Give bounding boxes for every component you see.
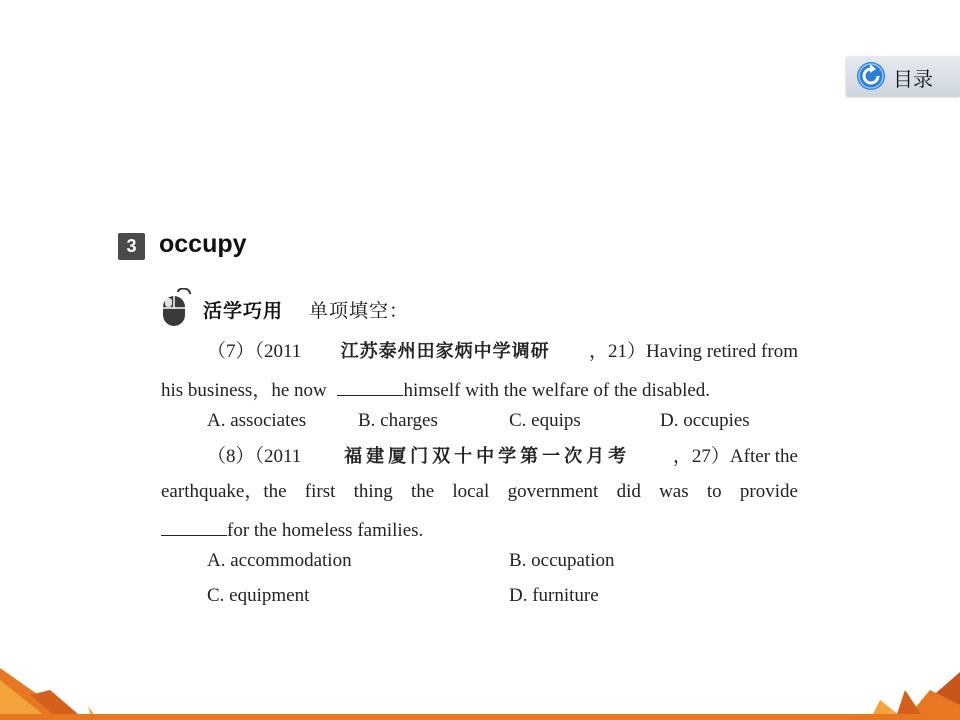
toc-label: 目录	[893, 67, 933, 91]
q8-answer-blank	[161, 515, 227, 536]
q7-option-a: A. associates	[207, 410, 307, 431]
q8-option-b: B. occupation	[509, 550, 615, 571]
q8-option-d: D. furniture	[509, 585, 599, 606]
q8-line-3	[161, 515, 423, 541]
q8-word: local	[452, 481, 490, 502]
section-number-badge: 3	[118, 233, 145, 260]
q8-text: for the homeless families.	[227, 520, 424, 541]
q8-line-2	[161, 480, 798, 506]
q8-word: to	[706, 481, 722, 502]
q8-source-open: （8）（2011	[207, 446, 302, 467]
exercise-heading-type: 单项填空：	[309, 300, 410, 322]
exercise-heading-title: 活学巧用	[203, 300, 284, 322]
q8-source-school: 福建厦门双十中学第一次月考	[344, 446, 631, 467]
q7-source-school: 江苏泰州田家炳中学调研	[340, 341, 550, 362]
q8-word: provide	[739, 481, 798, 502]
q7-option-c: C. equips	[509, 410, 581, 431]
q7-source-open: （7）（2011	[207, 341, 302, 362]
exercise-heading	[203, 296, 409, 323]
q8-word: did	[616, 481, 641, 502]
toc-button[interactable]	[846, 56, 960, 96]
footer-bar	[0, 714, 960, 720]
q8-source-close: ，27）After the	[672, 446, 798, 467]
q7-option-d: D. occupies	[660, 410, 750, 431]
mouse-icon	[160, 288, 196, 328]
q8-word: the	[410, 481, 435, 502]
refresh-icon	[856, 61, 886, 91]
q8-word: government	[507, 481, 599, 502]
q8-line-1	[207, 445, 798, 471]
q7-line-1	[207, 340, 798, 366]
q8-word: first	[304, 481, 336, 502]
q8-option-c: C. equipment	[207, 585, 310, 606]
section-title: occupy	[159, 230, 247, 258]
q8-word: earthquake，the	[161, 481, 287, 502]
q7-text-a: his business，he now	[161, 380, 327, 401]
q8-word: thing	[353, 481, 393, 502]
q7-option-b: B. charges	[358, 410, 438, 431]
q7-text-b: himself with the welfare of the disabled.	[403, 380, 711, 401]
q8-word: was	[659, 481, 689, 502]
q7-answer-blank	[337, 375, 403, 396]
q7-line-2	[161, 375, 710, 401]
q7-source-close: ，21）Having retired from	[589, 341, 798, 362]
q8-option-a: A. accommodation	[207, 550, 352, 571]
